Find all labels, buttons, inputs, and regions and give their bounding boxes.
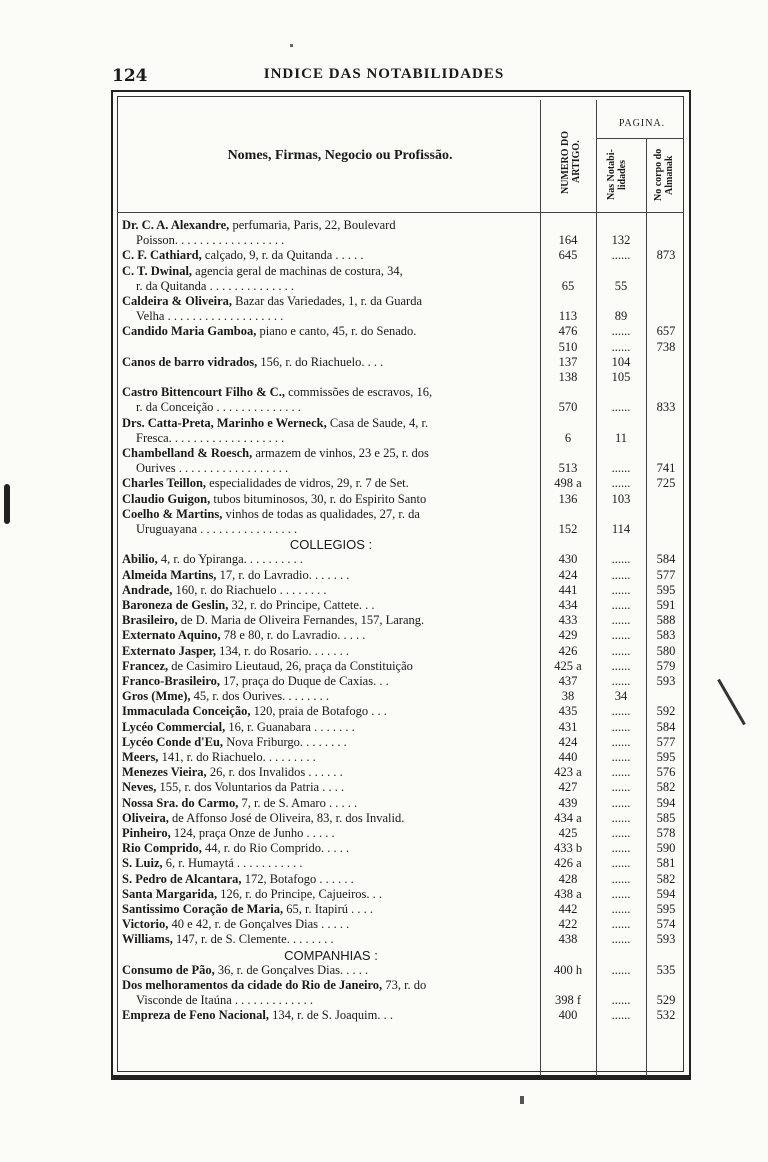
page-corpo: 657 xyxy=(656,324,676,339)
article-number: 510 xyxy=(558,339,578,354)
entry-text xyxy=(122,294,540,309)
article-number: 570 xyxy=(558,400,578,415)
entry-text xyxy=(136,309,554,324)
article-number: 65 xyxy=(561,278,575,293)
page-corpo: 591 xyxy=(656,598,676,612)
page-corpo: 725 xyxy=(656,476,676,491)
entry-description: 126, r. do Principe, Cajueiros. . . xyxy=(217,886,383,901)
column-header-names: Nomes, Firmas, Negocio ou Profissão. xyxy=(227,148,453,163)
entry-description: 32, r. do Principe, Cattete. . . xyxy=(228,598,375,612)
entry-text xyxy=(122,796,540,811)
page-notabilidades: ...... xyxy=(611,750,631,764)
entry-name: Dos melhoramentos da cidade do Rio de Janeiro, xyxy=(122,978,383,992)
article-number: 113 xyxy=(558,309,578,324)
page-notabilidades: 55 xyxy=(614,278,628,293)
page-notabilidades: ...... xyxy=(611,704,631,719)
page-notabilidades: 132 xyxy=(611,233,631,248)
page-notabilidades: ...... xyxy=(611,826,631,840)
entry-name: Dr. C. A. Alexandre, xyxy=(122,218,230,232)
page-notabilidades: ...... xyxy=(611,400,631,415)
entry-text xyxy=(122,689,540,704)
entry-text xyxy=(122,476,540,491)
entry-name: Nossa Sra. do Carmo, xyxy=(122,795,239,810)
page-notabilidades: 103 xyxy=(611,491,631,506)
entry-description: 160, r. do Riachuelo . . . . . . . . xyxy=(172,582,327,597)
ink-dot xyxy=(290,44,293,47)
entry-text xyxy=(122,583,540,598)
entry-text xyxy=(122,218,540,233)
entry-text xyxy=(122,385,540,400)
entry-name: Brasileiro, xyxy=(122,613,178,628)
article-number: 429 xyxy=(558,628,578,643)
page-corpo: 579 xyxy=(656,658,676,673)
entry-description: de D. Maria de Oliveira Fernandes, 157, Larang. xyxy=(177,613,425,628)
entry-text xyxy=(136,400,554,415)
entry-name: Almeida Martins, xyxy=(122,567,217,582)
page-notabilidades: ...... xyxy=(611,643,631,658)
entry-text xyxy=(136,522,554,537)
entry-text xyxy=(136,233,554,248)
entry-description: agencia geral de machinas de costura, 34, xyxy=(192,263,403,278)
article-number: 440 xyxy=(558,750,578,764)
page-corpo: 588 xyxy=(656,613,676,628)
page-corpo: 577 xyxy=(656,734,676,749)
entry-text xyxy=(122,1008,540,1023)
column-header-corpo: No corpo do Almanak xyxy=(653,148,675,202)
entry-name: S. Luiz, xyxy=(122,856,163,871)
entry-name: Oliveira, xyxy=(122,810,169,825)
entry-description: 120, praia de Botafogo . . . xyxy=(250,704,387,719)
entry-description: 134, r. de S. Joaquim. . . xyxy=(268,1008,393,1023)
entry-text xyxy=(122,780,540,795)
entry-description: de Affonso José de Oliveira, 83, r. dos Invalid. xyxy=(168,810,405,825)
entry-description: 73, r. do xyxy=(382,978,427,992)
article-number: 498 a xyxy=(554,476,582,491)
page-notabilidades: ...... xyxy=(611,461,631,476)
entry-name: Coelho & Martins, xyxy=(122,506,223,521)
entry-name: Claudio Guigon, xyxy=(122,491,211,506)
entry-text xyxy=(122,856,540,871)
entry-name: Francez, xyxy=(122,658,169,673)
page-corpo: 595 xyxy=(656,582,676,597)
page-notabilidades: ...... xyxy=(611,628,631,643)
page-corpo: 590 xyxy=(656,841,676,856)
entry-text xyxy=(122,826,540,841)
entry-name: Caldeira & Oliveira, xyxy=(122,294,233,308)
entry-name: Williams, xyxy=(122,932,173,947)
article-number: 422 xyxy=(558,917,578,932)
entry-name: Externato Aquino, xyxy=(122,628,221,643)
entry-name: C. F. Cathiard, xyxy=(122,248,202,263)
entry-name: Consumo de Pão, xyxy=(122,962,215,977)
entry-description: 4, r. do Ypiranga. . . . . . . . . . xyxy=(157,552,304,567)
page-corpo: 593 xyxy=(656,674,676,688)
article-number: 6 xyxy=(564,430,572,445)
entry-text xyxy=(122,735,540,750)
page-notabilidades: ...... xyxy=(611,917,631,932)
entry-name: Abilio, xyxy=(122,552,158,567)
page-corpo: 595 xyxy=(656,902,676,916)
page-notabilidades: 105 xyxy=(611,370,631,384)
article-number: 439 xyxy=(558,795,578,810)
entry-description: calçado, 9, r. da Quitanda . . . . . xyxy=(201,248,364,263)
article-number: 424 xyxy=(558,734,578,749)
entry-name: Externato Jasper, xyxy=(122,643,216,658)
page-notabilidades: ...... xyxy=(611,841,631,856)
section-title: COLLEGIOS : xyxy=(289,537,373,553)
page-number: 124 xyxy=(112,66,148,86)
page-corpo: 594 xyxy=(656,795,676,810)
entry-name: Canos de barro vidrados, xyxy=(122,354,258,369)
article-number: 164 xyxy=(558,233,578,248)
article-number: 425 xyxy=(558,826,578,840)
article-number: 438 xyxy=(558,932,578,947)
entry-text xyxy=(122,750,540,765)
article-number: 434 xyxy=(558,598,578,612)
entry-description: 155, r. dos Voluntarios da Patria . . . . xyxy=(156,780,345,795)
article-number: 426 xyxy=(558,643,578,658)
entry-description: tubos bituminosos, 30, r. do Espirito Santo xyxy=(210,491,427,506)
header-rule xyxy=(596,138,684,139)
entry-text xyxy=(122,416,540,431)
entry-description: Nova Friburgo. . . . . . . . xyxy=(223,734,347,749)
entry-name: Castro Bittencourt Filho & C., xyxy=(122,385,285,400)
page-notabilidades: ...... xyxy=(611,613,631,628)
article-number: 441 xyxy=(558,582,578,597)
entry-name: Victorio, xyxy=(122,917,169,932)
entry-text xyxy=(122,659,540,674)
page-corpo: 585 xyxy=(656,810,676,825)
entry-text xyxy=(122,720,540,735)
entry-text xyxy=(122,355,540,370)
page-corpo: 535 xyxy=(656,962,676,977)
entry-name: Chambelland & Roesch, xyxy=(122,446,253,460)
article-number: 428 xyxy=(558,871,578,886)
entry-description: 36, r. de Gonçalves Dias. . . . . xyxy=(214,962,369,977)
entry-description: armazem de vinhos, 23 e 25, r. dos xyxy=(252,446,429,460)
article-number: 423 a xyxy=(554,765,582,780)
entry-text xyxy=(122,704,540,719)
article-number: 400 xyxy=(558,1008,578,1023)
entry-continuation: r. da Quitanda . . . . . . . . . . . . . . xyxy=(136,278,294,293)
entry-description: vinhos de todas as qualidades, 27, r. da xyxy=(222,506,420,521)
entry-description: 7, r. de S. Amaro . . . . . xyxy=(238,795,358,810)
article-number: 38 xyxy=(561,689,575,704)
page-notabilidades: ...... xyxy=(611,324,631,339)
entry-text xyxy=(122,963,540,978)
entry-description: 65, r. Itapirú . . . . xyxy=(283,902,374,916)
entry-continuation: Velha . . . . . . . . . . . . . . . . . . . xyxy=(136,309,284,324)
entry-text xyxy=(122,264,540,279)
ink-mark xyxy=(717,679,746,726)
entry-name: C. T. Dwinal, xyxy=(122,263,193,278)
entry-name: Meers, xyxy=(122,750,159,764)
entry-continuation: Visconde de Itaúna . . . . . . . . . . . . . xyxy=(136,993,313,1008)
entry-description: perfumaria, Paris, 22, Boulevard xyxy=(229,218,396,232)
entry-text xyxy=(136,431,554,446)
entry-text xyxy=(122,568,540,583)
page-notabilidades: ...... xyxy=(611,248,631,263)
page-corpo: 529 xyxy=(656,993,676,1008)
page-corpo: 576 xyxy=(656,765,676,780)
page-corpo: 581 xyxy=(656,856,676,871)
article-number: 433 xyxy=(558,613,578,628)
entry-name: Baroneza de Geslin, xyxy=(122,598,229,612)
entry-description: Casa de Saude, 4, r. xyxy=(326,415,429,430)
entry-name: Lycéo Commercial, xyxy=(122,719,226,734)
page-notabilidades: ...... xyxy=(611,552,631,567)
article-number: 438 a xyxy=(554,886,582,901)
page-corpo: 583 xyxy=(656,628,676,643)
entry-description: 6, r. Humaytá . . . . . . . . . . . xyxy=(162,856,303,871)
ink-dot xyxy=(520,1096,524,1104)
article-number: 400 h xyxy=(553,962,583,977)
column-header-pagina: PAGINA. xyxy=(618,118,666,129)
article-number: 427 xyxy=(558,780,578,795)
page-notabilidades: ...... xyxy=(611,810,631,825)
entry-text xyxy=(122,887,540,902)
page-corpo: 584 xyxy=(656,719,676,734)
page-notabilidades: ...... xyxy=(611,719,631,734)
entry-continuation: Uruguayana . . . . . . . . . . . . . . . . xyxy=(136,522,298,536)
page-notabilidades: ...... xyxy=(611,658,631,673)
entry-text xyxy=(122,248,540,263)
entry-description: piano e canto, 45, r. do Senado. xyxy=(256,324,417,339)
entry-text xyxy=(122,811,540,826)
entry-text xyxy=(122,902,540,917)
entry-text xyxy=(122,598,540,613)
entry-description: Bazar das Variedades, 1, r. da Guarda xyxy=(232,294,423,308)
page-corpo: 833 xyxy=(656,400,676,415)
page-notabilidades: ...... xyxy=(611,582,631,597)
entry-description: 40 e 42, r. de Gonçalves Dias . . . . . xyxy=(168,917,350,932)
entry-text xyxy=(122,917,540,932)
entry-name: Franco-Brasileiro, xyxy=(122,674,221,688)
entry-description: 134, r. do Rosario. . . . . . . xyxy=(215,643,349,658)
page-corpo: 595 xyxy=(656,750,676,764)
entry-text xyxy=(122,492,540,507)
entry-description: 26, r. dos Invalidos . . . . . . xyxy=(206,765,343,780)
article-number: 437 xyxy=(558,674,578,688)
entry-name: Neves, xyxy=(122,780,157,795)
entry-name: Lycéo Conde d'Eu, xyxy=(122,734,224,749)
page-corpo: 582 xyxy=(656,780,676,795)
entry-text xyxy=(122,674,540,689)
entry-description: 17, r. do Lavradio. . . . . . . xyxy=(216,567,350,582)
entry-description: 78 e 80, r. do Lavradio. . . . . xyxy=(220,628,366,643)
column-header-article: NUMERO DO ARTIGO. xyxy=(560,130,582,194)
entry-name: Immaculada Conceição, xyxy=(122,704,251,719)
entry-description: 172, Botafogo . . . . . . xyxy=(241,871,354,886)
entry-text xyxy=(122,613,540,628)
entry-description: 124, praça Onze de Junho . . . . . xyxy=(170,826,335,840)
page-notabilidades: ...... xyxy=(611,871,631,886)
page-notabilidades: ...... xyxy=(611,1008,631,1023)
entry-name: Rio Comprido, xyxy=(122,841,202,856)
page-notabilidades: ...... xyxy=(611,567,631,582)
article-number: 435 xyxy=(558,704,578,719)
entry-description: 44, r. do Rio Comprido. . . . . xyxy=(201,841,350,856)
page-notabilidades: ...... xyxy=(611,886,631,901)
page-corpo: 873 xyxy=(656,248,676,263)
entry-text xyxy=(136,993,554,1008)
entry-continuation: r. da Conceição . . . . . . . . . . . . . . xyxy=(136,400,301,415)
entry-name: Santa Margarida, xyxy=(122,886,218,901)
article-number: 476 xyxy=(558,324,578,339)
section-title: COMPANHIAS : xyxy=(284,947,378,963)
entry-text xyxy=(122,628,540,643)
ink-mark xyxy=(4,484,10,524)
page-notabilidades: ...... xyxy=(611,993,631,1008)
entry-name: S. Pedro de Alcantara, xyxy=(122,871,242,886)
entry-description: 156, r. do Riachuelo. . . . xyxy=(257,354,384,369)
entry-name: Gros (Mme), xyxy=(122,689,191,704)
page-corpo: 532 xyxy=(656,1008,676,1023)
entry-name: Santissimo Coração de Maria, xyxy=(122,902,284,916)
entry-name: Pinheiro, xyxy=(122,826,171,840)
page-notabilidades: ...... xyxy=(611,795,631,810)
page-notabilidades: ...... xyxy=(611,674,631,688)
article-number: 398 f xyxy=(554,993,582,1008)
entry-text xyxy=(122,644,540,659)
article-number: 434 a xyxy=(554,810,582,825)
entry-continuation: Poisson. . . . . . . . . . . . . . . . . . xyxy=(136,233,285,248)
entry-name: Drs. Catta-Preta, Marinho e Werneck, xyxy=(122,415,327,430)
page-notabilidades: ...... xyxy=(611,856,631,871)
article-number: 431 xyxy=(558,719,578,734)
page-notabilidades: ...... xyxy=(611,598,631,612)
page-notabilidades: ...... xyxy=(611,962,631,977)
page-corpo: 594 xyxy=(656,886,676,901)
page-notabilidades: 11 xyxy=(614,430,628,445)
entry-continuation: Fresca. . . . . . . . . . . . . . . . . . . xyxy=(136,430,285,445)
page-corpo: 741 xyxy=(656,461,676,476)
entry-text xyxy=(122,324,540,339)
page-notabilidades: 104 xyxy=(611,354,631,369)
page-notabilidades: ...... xyxy=(611,476,631,491)
entry-name: Candido Maria Gamboa, xyxy=(122,324,257,339)
entry-text xyxy=(122,978,540,993)
page-corpo: 593 xyxy=(656,932,676,947)
entry-text xyxy=(122,765,540,780)
entry-description: especialidades de vidros, 29, r. 7 de Set. xyxy=(206,476,409,491)
entry-description: commissões de escravos, 16, xyxy=(284,385,433,400)
article-number: 152 xyxy=(558,522,578,536)
entry-text xyxy=(122,841,540,856)
entry-description: 16, r. Guanabara . . . . . . . xyxy=(225,719,355,734)
article-number: 442 xyxy=(558,902,578,916)
article-number: 513 xyxy=(558,461,578,476)
page-notabilidades: ...... xyxy=(611,339,631,354)
entry-text xyxy=(136,279,554,294)
entry-name: Charles Teillon, xyxy=(122,476,207,491)
page-title: INDICE DAS NOTABILIDADES xyxy=(263,66,505,82)
article-number: 138 xyxy=(558,370,578,384)
entry-description: 45, r. dos Ourives. . . . . . . . xyxy=(190,689,330,704)
page-notabilidades: ...... xyxy=(611,780,631,795)
entry-text xyxy=(136,461,554,476)
page-corpo: 738 xyxy=(656,339,676,354)
page-notabilidades: 89 xyxy=(614,309,628,324)
page-corpo: 574 xyxy=(656,917,676,932)
column-header-notabilidades: Nas Notabi-lidades xyxy=(606,149,628,201)
entry-text xyxy=(122,932,540,947)
entry-text xyxy=(122,552,540,567)
page-notabilidades: 34 xyxy=(614,689,628,704)
entry-text xyxy=(122,872,540,887)
article-number: 426 a xyxy=(554,856,582,871)
entry-text xyxy=(122,446,540,461)
article-number: 424 xyxy=(558,567,578,582)
page-notabilidades: ...... xyxy=(611,765,631,780)
page-corpo: 592 xyxy=(656,704,676,719)
page-corpo: 578 xyxy=(656,826,676,840)
page-notabilidades: ...... xyxy=(611,902,631,916)
page-notabilidades: ...... xyxy=(611,734,631,749)
header-rule xyxy=(117,212,684,213)
page-notabilidades: 114 xyxy=(611,522,631,536)
entry-text xyxy=(122,507,540,522)
page-corpo: 577 xyxy=(656,567,676,582)
page-corpo: 582 xyxy=(656,871,676,886)
column-rule xyxy=(646,138,647,1076)
entry-continuation: Ourives . . . . . . . . . . . . . . . . . . xyxy=(136,461,289,476)
entry-description: 17, praça do Duque de Caxias. . . xyxy=(220,674,389,688)
article-number: 430 xyxy=(558,552,578,567)
article-number: 645 xyxy=(558,248,578,263)
entry-description: 141, r. do Riachuelo. . . . . . . . . xyxy=(158,750,316,764)
article-number: 433 b xyxy=(553,841,583,856)
entry-name: Empreza de Feno Nacional, xyxy=(122,1008,269,1023)
entry-description: 147, r. de S. Clemente. . . . . . . . xyxy=(172,932,334,947)
article-number: 137 xyxy=(558,354,578,369)
article-number: 425 a xyxy=(554,658,582,673)
article-number: 136 xyxy=(558,491,578,506)
page-notabilidades: ...... xyxy=(611,932,631,947)
page-corpo: 580 xyxy=(656,643,676,658)
entry-name: Menezes Vieira, xyxy=(122,765,207,780)
entry-description: de Casimiro Lieutaud, 26, praça da Constituição xyxy=(168,658,413,673)
page-corpo: 584 xyxy=(656,552,676,567)
entry-name: Andrade, xyxy=(122,582,173,597)
